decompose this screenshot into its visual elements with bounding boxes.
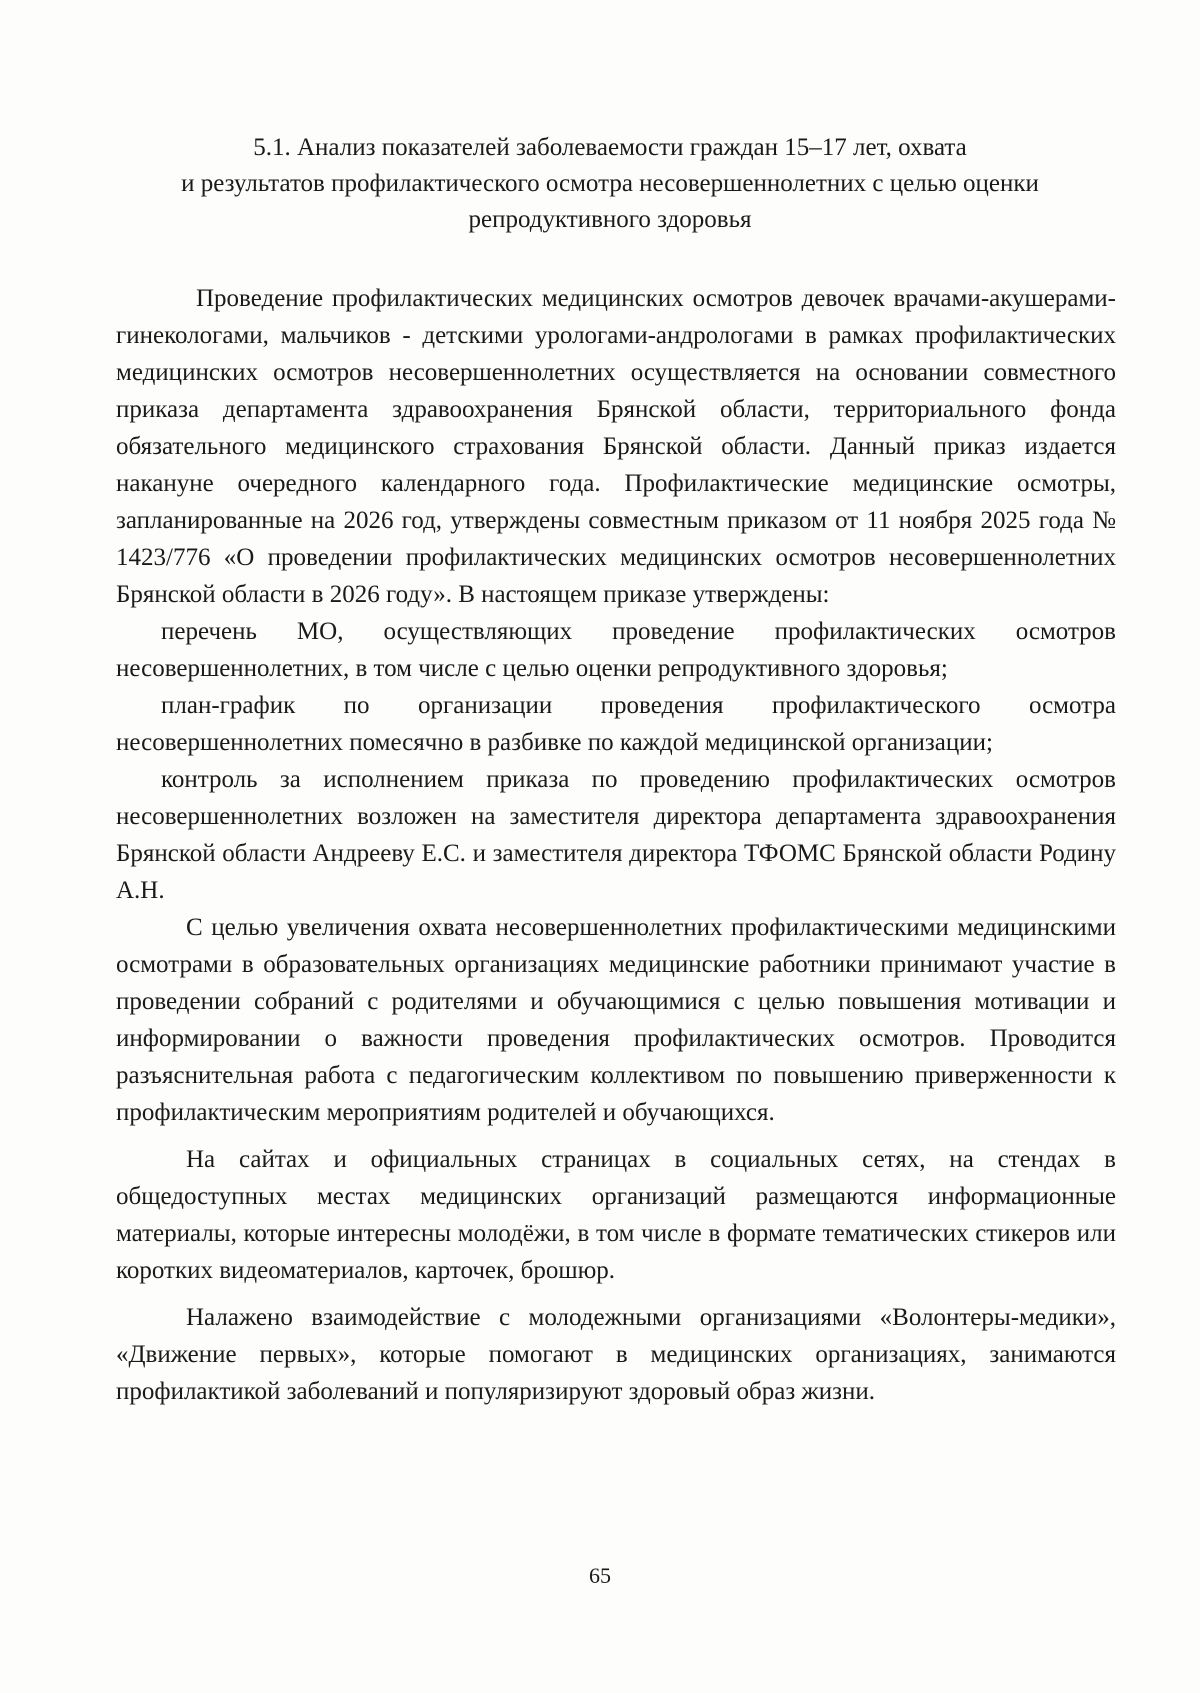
title-line-3: репродуктивного здоровья xyxy=(468,206,752,233)
list-item-control: контроль за исполнением приказа по проведению профилактических осмотров несовершеннолетних возложен на заместителя директора департамента здравоохранения Брянской области Андрееву Е.С. и заместителя директора ТФОМС Брянской области Родину А.Н. xyxy=(116,766,1116,904)
list-item-mo: перечень МО, осуществляющих проведение профилактических осмотров несовершеннолетних, в том числе с целью оценки репродуктивного здоровья; xyxy=(116,618,1116,682)
title-line-2: и результатов профилактического осмотра несовершеннолетних с целью оценки xyxy=(181,170,1039,197)
paragraph-cooperation: Налажено взаимодействие с молодежными организациями «Волонтеры-медики», «Движение первых», которые помогают в медицинских организациях, занимаются профилактикой заболеваний и популяризируют здоровый образ жизни. xyxy=(116,1304,1116,1405)
document-body xyxy=(116,280,1116,1410)
title-line-1: 5.1. Анализ показателей заболеваемости граждан 15–17 лет, охвата xyxy=(253,134,967,161)
list-item-plan: план-график по организации проведения профилактического осмотра несовершеннолетних помесячно в разбивке по каждой медицинской организации; xyxy=(116,692,1116,756)
section-title xyxy=(110,130,1110,238)
paragraph-information: На сайтах и официальных страницах в социальных сетях, на стендах в общедоступных местах медицинских организаций размещаются информационные материалы, которые интересны молодёжи, в том числе в формате тематических стикеров или коротких видеоматериалов, карточек, брошюр. xyxy=(116,1146,1116,1284)
page-number: 65 xyxy=(589,1563,611,1588)
paragraph-coverage: С целью увеличения охвата несовершеннолетних профилактическими медицинскими осмотрами в образовательных организациях медицинские работники принимают участие в проведении собраний с родителями и обучающимися с целью повышения мотивации и информировании о важности проведения профилактических осмотров. Проводится разъяснительная работа с педагогическим коллективом по повышению приверженности к профилактическим мероприятиям родителей и обучающихся. xyxy=(116,914,1116,1126)
paragraph-intro: Проведение профилактических медицинских осмотров девочек врачами-акушерами-гинекологами, мальчиков - детскими урологами-андрологами в рамках профилактических медицинских осмотров несовершеннолетних осуществляется на основании совместного приказа департамента здравоохранения Брянской области, территориального фонда обязательного медицинского страхования Брянской области. Данный приказ издается накануне очередного календарного года. Профилактические медицинские осмотры, запланированные на 2026 год, утверждены совместным приказом от 11 ноября 2025 года № 1423/776 «О проведении профилактических медицинских осмотров несовершеннолетних Брянской области в 2026 году». В настоящем приказе утверждены: xyxy=(116,285,1116,608)
